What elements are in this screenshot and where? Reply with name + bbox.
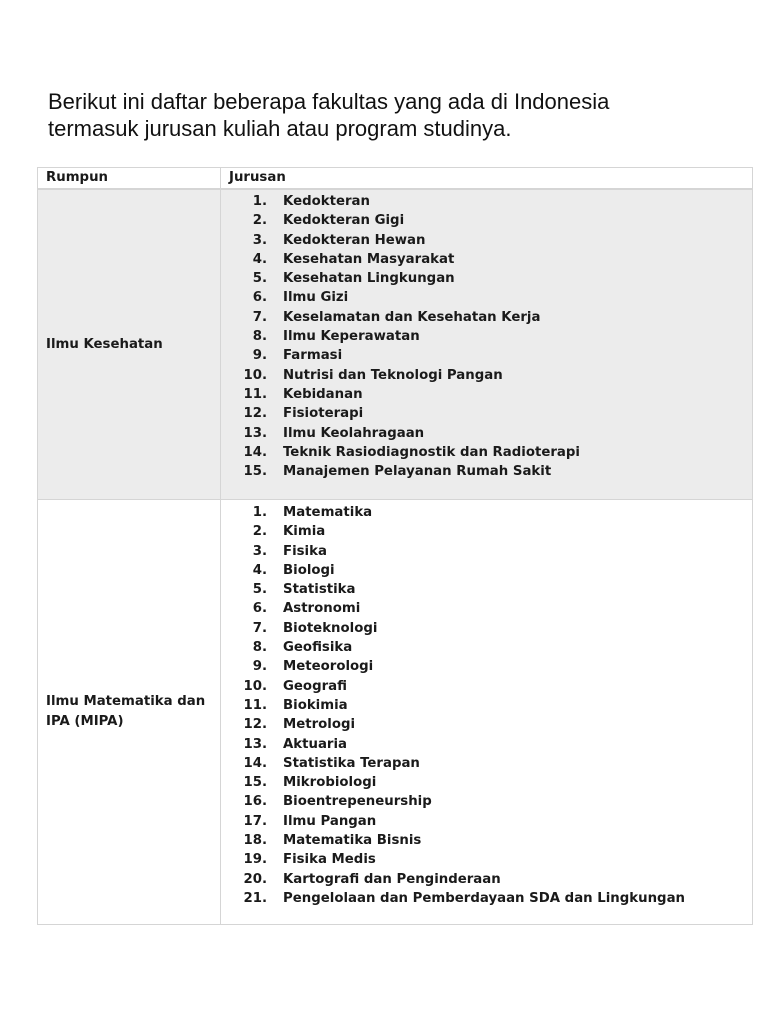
list-item [221,542,752,561]
list-item-number: 20. [243,871,267,887]
list-item-label: Fisika [283,543,327,559]
list-item-number: 5. [252,271,267,287]
jurusan-cell [221,189,753,500]
list-item [221,424,752,443]
list-item-number: 14. [243,444,267,460]
list-item-number: 9. [252,348,267,364]
list-item-number: 3. [252,543,267,559]
list-item-label: Teknik Rasiodiagnostik dan Radioterapi [283,444,580,460]
header-rumpun: Rumpun [38,168,221,190]
list-item [221,754,752,773]
list-item-number: 2. [252,213,267,229]
list-item [221,677,752,696]
rumpun-label-line-1: Ilmu Matematika dan [46,694,206,709]
list-item [221,850,752,869]
list-item-number: 10. [243,678,267,694]
list-item-number: 10. [243,367,267,383]
list-item-label: Bioteknologi [283,620,378,636]
list-item [221,889,752,908]
list-item-number: 1. [252,194,267,209]
jurusan-list [221,500,752,908]
list-item-number: 13. [243,425,267,441]
list-item-label: Ilmu Keolahragaan [283,425,425,441]
list-item [221,522,752,541]
list-item [221,346,752,365]
list-item [221,638,752,657]
list-item-label: Kimia [283,524,326,540]
list-item [221,288,752,307]
list-item-label: Kedokteran Hewan [283,232,426,248]
list-item [221,561,752,580]
list-item [221,503,752,522]
list-item-label: Statistika Terapan [283,755,420,771]
list-item [221,211,752,230]
list-item-label: Nutrisi dan Teknologi Pangan [283,367,503,383]
table-row-mipa [38,500,753,925]
list-item-number: 15. [243,464,267,480]
list-item-number: 13. [243,736,267,752]
rumpun-label-line-2: IPA (MIPA) [46,714,124,729]
list-item-label: Kedokteran [283,194,370,209]
list-item [221,619,752,638]
list-item-label: Geografi [283,678,347,694]
list-item-label: Manajemen Pelayanan Rumah Sakit [283,464,552,480]
list-item-label: Kedokteran Gigi [283,213,405,229]
list-item-label: Fisika Medis [283,852,376,868]
list-item-number: 15. [243,775,267,791]
list-item-label: Mikrobiologi [283,775,377,791]
list-item-label: Matematika [283,505,373,520]
list-item-number: 12. [243,717,267,733]
list-item-number: 7. [252,309,267,325]
list-item-label: Farmasi [283,348,343,364]
list-item-number: 1. [252,505,267,520]
list-item [221,599,752,618]
list-item-label: Kebidanan [283,386,363,402]
list-item [221,308,752,327]
list-item [221,792,752,811]
list-item [221,327,752,346]
table-row-ilmu-kesehatan [38,189,753,500]
list-item-label: Geofisika [283,640,353,656]
list-item-label: Bioentrepeneurship [283,794,432,810]
jurusan-cell [221,500,753,925]
list-item [221,870,752,889]
list-item-number: 19. [243,852,267,868]
rumpun-cell [38,189,221,500]
list-item-number: 18. [243,833,267,849]
list-item-label: Matematika Bisnis [283,833,422,849]
list-item-number: 7. [252,620,267,636]
list-item-number: 11. [243,386,267,402]
rumpun-label: Ilmu Kesehatan [46,336,163,352]
list-item [221,269,752,288]
list-item-label: Kartografi dan Penginderaan [283,871,501,887]
list-item-number: 21. [243,890,267,906]
list-item [221,696,752,715]
list-item [221,462,752,481]
list-item-number: 5. [252,582,267,598]
list-item-number: 11. [243,697,267,713]
rumpun-cell [38,500,221,925]
list-item-label: Keselamatan dan Kesehatan Kerja [283,309,541,325]
intro-line-1: Berikut ini daftar beberapa fakultas yang ada di Indonesia [48,89,610,114]
list-item-label: Ilmu Pangan [283,813,377,829]
list-item-label: Pengelolaan dan Pemberdayaan SDA dan Lingkungan [283,890,686,906]
list-item-number: 8. [252,640,267,656]
list-item-number: 4. [252,251,267,267]
list-item-number: 8. [252,329,267,345]
list-item [221,443,752,462]
list-item-label: Biologi [283,562,335,578]
list-item [221,831,752,850]
list-item-number: 9. [252,659,267,675]
intro-line-2: termasuk jurusan kuliah atau program studinya. [48,116,512,141]
jurusan-list [221,190,752,481]
list-item [221,366,752,385]
list-item-number: 6. [252,290,267,306]
list-item [221,715,752,734]
list-item-label: Kesehatan Lingkungan [283,271,455,287]
list-item-label: Fisioterapi [283,406,364,422]
list-item [221,192,752,211]
list-item [221,231,752,250]
list-item-number: 4. [252,562,267,578]
list-item-number: 2. [252,524,267,540]
list-item-number: 14. [243,755,267,771]
list-item-number: 6. [252,601,267,617]
list-item-label: Aktuaria [283,736,348,752]
list-item-number: 12. [243,406,267,422]
list-item-label: Metrologi [283,717,356,733]
list-item [221,404,752,423]
table-header-row [38,168,753,190]
list-item [221,812,752,831]
list-item-label: Statistika [283,582,356,598]
list-item [221,580,752,599]
list-item-label: Astronomi [283,601,361,617]
list-item-number: 16. [243,794,267,810]
list-item [221,773,752,792]
list-item-label: Ilmu Keperawatan [283,329,420,345]
list-item [221,385,752,404]
list-item-number: 17. [243,813,267,829]
list-item [221,250,752,269]
list-item [221,657,752,676]
list-item-label: Meteorologi [283,659,374,675]
list-item-label: Ilmu Gizi [283,290,349,306]
list-item-number: 3. [252,232,267,248]
faculty-table [37,167,753,925]
header-jurusan: Jurusan [221,168,753,190]
list-item [221,735,752,754]
intro-paragraph [48,88,728,142]
list-item-label: Biokimia [283,697,348,713]
list-item-label: Kesehatan Masyarakat [283,251,455,267]
